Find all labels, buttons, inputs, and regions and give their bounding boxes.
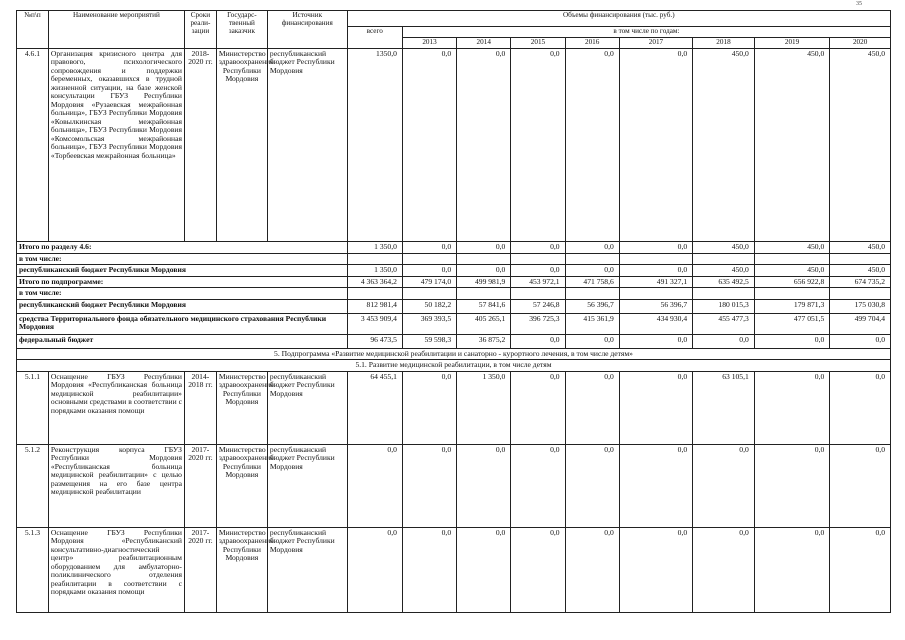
year-value: 0,0 [402,444,456,527]
year-value: 450,0 [830,241,891,253]
header-customer: Государс-твенный заказчик [216,11,267,49]
year-value: 0,0 [511,371,565,444]
year-value: 36 875,2 [457,334,511,348]
activity-name: Оснащение ГБУЗ Республики Мордовия «Республиканский консультативно-диагностический центр» реабилитационным оборудованием для амбулаторно-поликлинического отделения реабилитации в соответствии с порядками оказания помощи [48,527,184,612]
activity-number: 4.6.1 [17,48,49,241]
year-value: 0,0 [402,527,456,612]
summary-row [17,334,891,348]
year-value: 0,0 [565,444,619,527]
year-value [457,288,511,300]
summary-row [17,313,891,334]
year-value [402,288,456,300]
header-year-2016: 2016 [565,37,619,48]
activity-customer: Министерство здравоохранения Республики Мордовия [216,527,267,612]
year-value [511,253,565,265]
header-year-2020: 2020 [830,37,891,48]
year-value: 56 396,7 [565,299,619,313]
year-value: 0,0 [693,334,755,348]
year-value: 50 182,2 [402,299,456,313]
header-by-years: в том числе по годам: [402,27,890,38]
activity-customer: Министерство здравоохранения Республики Мордовия [216,444,267,527]
header-year-2013: 2013 [402,37,456,48]
year-value [565,288,619,300]
year-value: 450,0 [693,48,755,241]
year-value: 0,0 [830,527,891,612]
year-value [457,253,511,265]
total-value: 3 453 909,4 [347,313,402,334]
year-value: 0,0 [457,527,511,612]
header-year-2014: 2014 [457,37,511,48]
year-value: 0,0 [619,371,692,444]
year-value: 450,0 [830,48,891,241]
year-value: 0,0 [457,241,511,253]
summary-row [17,299,891,313]
activity-term: 2014-2018 гг. [184,371,216,444]
summary-label: республиканский бюджет Республики Мордовия [17,299,348,313]
activity-source: республиканский бюджет Республики Мордовия [267,527,347,612]
year-value: 0,0 [754,334,829,348]
year-value: 0,0 [511,527,565,612]
year-value: 471 758,6 [565,276,619,288]
section-heading-row [17,348,891,360]
year-value: 180 015,3 [693,299,755,313]
header-year-2019: 2019 [754,37,829,48]
header-year-2017: 2017 [619,37,692,48]
year-value: 0,0 [619,241,692,253]
activity-number: 5.1.1 [17,371,49,444]
total-value: 0,0 [347,527,402,612]
section-heading: 5.1. Развитие медицинской реабилитации, в том числе детям [17,360,891,372]
year-value: 674 735,2 [830,276,891,288]
header-total: всего [347,27,402,49]
year-value [693,253,755,265]
page-number: 35 [856,1,862,7]
summary-label: Итого по подпрограмме: [17,276,348,288]
year-value: 450,0 [693,241,755,253]
header-year-2018: 2018 [693,37,755,48]
activity-customer: Министерство здравоохранения Республики Мордовия [216,48,267,241]
table-body [17,48,891,612]
year-value: 405 265,1 [457,313,511,334]
year-value: 477 051,5 [754,313,829,334]
year-value: 491 327,1 [619,276,692,288]
activity-number: 5.1.2 [17,444,49,527]
summary-label: республиканский бюджет Республики Мордовия [17,265,348,277]
summary-label: в том числе: [17,288,348,300]
header-num: №п\п [17,11,49,49]
total-value: 1 350,0 [347,241,402,253]
year-value: 57 246,8 [511,299,565,313]
summary-label: федеральный бюджет [17,334,348,348]
year-value: 499 704,4 [830,313,891,334]
year-value [830,253,891,265]
year-value: 0,0 [830,371,891,444]
activity-name: Реконструкция корпуса ГБУЗ Республики Мордовия «Республиканская больница медицинской реабилитации» с целью размещения на его базе центра медицинской реабилитации [48,444,184,527]
year-value: 57 841,6 [457,299,511,313]
year-value: 0,0 [511,241,565,253]
year-value: 453 972,1 [511,276,565,288]
year-value: 179 871,3 [754,299,829,313]
activity-row [17,371,891,444]
summary-row [17,265,891,277]
year-value: 0,0 [754,444,829,527]
year-value: 0,0 [511,48,565,241]
total-value: 1350,0 [347,48,402,241]
table-header [17,11,891,49]
summary-row [17,276,891,288]
activity-term: 2018-2020 гг. [184,48,216,241]
header-year-2015: 2015 [511,37,565,48]
activity-source: республиканский бюджет Республики Мордовия [267,48,347,241]
summary-row [17,253,891,265]
year-value: 0,0 [565,527,619,612]
year-value [619,288,692,300]
year-value: 56 396,7 [619,299,692,313]
year-value: 0,0 [830,334,891,348]
activity-term: 2017-2020 гг. [184,444,216,527]
year-value [754,288,829,300]
year-value: 0,0 [402,371,456,444]
year-value: 0,0 [511,444,565,527]
year-value [754,253,829,265]
total-value: 0,0 [347,444,402,527]
year-value: 0,0 [511,334,565,348]
section-heading-row [17,360,891,372]
activity-source: республиканский бюджет Республики Мордовия [267,444,347,527]
year-value: 0,0 [457,265,511,277]
year-value: 396 725,3 [511,313,565,334]
year-value: 635 492,5 [693,276,755,288]
year-value: 0,0 [619,334,692,348]
activity-name: Организация кризисного центра для правового, психологического сопровождения и поддержки беременных, оказавшихся в трудной жизненной ситуации, на базе женской консультации ГБУЗ Республики Мордовия «Рузаевская межрайонная больница», ГБУЗ Республики Мордовия «Ковылкинская межрайонная больница», ГБУЗ Республики Мордовия «Комсомольская межрайонная больница», ГБУЗ Республики Мордовия «Торбеевская межрайонная больница» [48,48,184,241]
year-value: 0,0 [565,241,619,253]
year-value [830,288,891,300]
financing-table [16,10,891,613]
header-name: Наименование мероприятий [48,11,184,49]
year-value: 0,0 [565,265,619,277]
year-value [402,253,456,265]
summary-label: Итого по разделу 4.6: [17,241,348,253]
activity-row [17,48,891,241]
year-value: 0,0 [457,444,511,527]
year-value: 0,0 [511,265,565,277]
total-value: 96 473,5 [347,334,402,348]
summary-label: средства Территориального фонда обязательного медицинского страхования Республики Мордовия [17,313,348,334]
year-value: 59 598,3 [402,334,456,348]
year-value [619,253,692,265]
year-value: 450,0 [754,48,829,241]
section-heading: 5. Подпрограмма «Развитие медицинской реабилитации и санаторно - курортного лечения, в том числе детям» [17,348,891,360]
summary-row [17,241,891,253]
total-value [347,253,402,265]
year-value: 175 030,8 [830,299,891,313]
year-value: 0,0 [619,444,692,527]
year-value: 0,0 [565,334,619,348]
total-value: 64 455,1 [347,371,402,444]
year-value [565,253,619,265]
year-value: 63 105,1 [693,371,755,444]
year-value: 0,0 [619,48,692,241]
summary-row [17,288,891,300]
year-value: 479 174,0 [402,276,456,288]
year-value: 455 477,3 [693,313,755,334]
year-value: 0,0 [402,48,456,241]
header-volumes: Объемы финансирования (тыс. руб.) [347,11,890,27]
activity-row [17,527,891,612]
year-value: 369 393,5 [402,313,456,334]
header-term: Сроки реали-зации [184,11,216,49]
year-value: 0,0 [754,527,829,612]
year-value: 0,0 [619,527,692,612]
total-value: 4 363 364,2 [347,276,402,288]
total-value: 812 981,4 [347,299,402,313]
year-value [693,288,755,300]
summary-label: в том числе: [17,253,348,265]
year-value: 0,0 [619,265,692,277]
year-value: 450,0 [754,241,829,253]
activity-name: Оснащение ГБУЗ Республики Мордовия «Республиканская больница медицинской реабилитации» основными средствами в соответствии с порядками оказания помощи [48,371,184,444]
year-value: 450,0 [693,265,755,277]
year-value: 415 361,9 [565,313,619,334]
year-value: 0,0 [402,241,456,253]
year-value: 0,0 [457,48,511,241]
year-value: 1 350,0 [457,371,511,444]
total-value: 1 350,0 [347,265,402,277]
year-value: 0,0 [693,444,755,527]
year-value: 0,0 [565,371,619,444]
year-value: 450,0 [830,265,891,277]
year-value: 0,0 [830,444,891,527]
year-value: 499 981,9 [457,276,511,288]
year-value [511,288,565,300]
year-value: 0,0 [402,265,456,277]
activity-term: 2017-2020 гг. [184,527,216,612]
year-value: 0,0 [754,371,829,444]
activity-row [17,444,891,527]
total-value [347,288,402,300]
year-value: 434 930,4 [619,313,692,334]
activity-customer: Министерство здравоохранения Республики Мордовия [216,371,267,444]
year-value: 0,0 [565,48,619,241]
activity-number: 5.1.3 [17,527,49,612]
header-source: Источник финансирования [267,11,347,49]
activity-source: республиканский бюджет Республики Мордовия [267,371,347,444]
year-value: 0,0 [693,527,755,612]
year-value: 450,0 [754,265,829,277]
year-value: 656 922,8 [754,276,829,288]
